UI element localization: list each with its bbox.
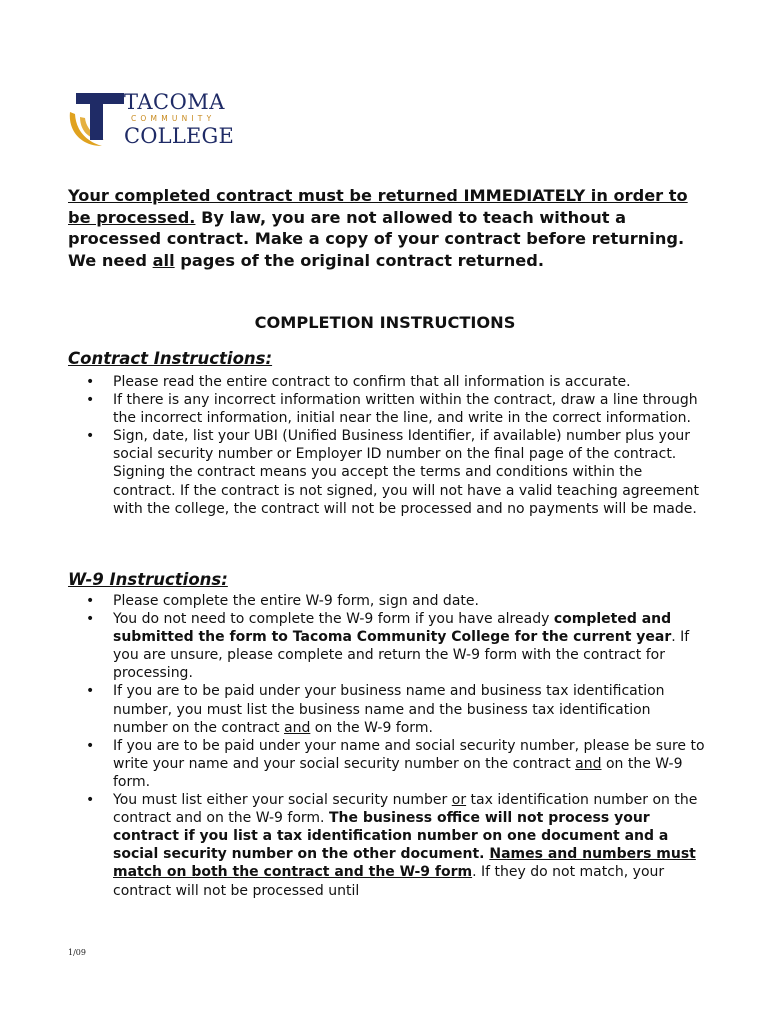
list-item-underlined: and [284, 719, 311, 736]
intro-paragraph [68, 185, 708, 271]
list-item-underlined: or [451, 792, 467, 809]
intro-all: all [152, 250, 175, 270]
w9-instructions-title: W-9 Instructions: [68, 570, 228, 589]
contract-instructions-title: Contract Instructions: [68, 349, 273, 368]
list-item-text: on the W-9 form. [310, 719, 433, 736]
list-item [86, 373, 706, 391]
logo-community: COMMUNITY [131, 114, 216, 123]
list-item-text: If you are to be paid under your business name and business tax identification number, you must list the business name and the business tax identification number on the contract [113, 683, 665, 736]
list-item-bold: completed and submitted the form to Tacoma Community College for the current year [113, 611, 672, 646]
list-item-underlined: and [575, 755, 602, 772]
list-item-text: You must list either your social security number [113, 792, 452, 809]
list-item-text: If there is any incorrect information written within the contract, draw a line through the incorrect information, initial near the line, and write in the correct information. [113, 392, 698, 427]
list-item-text: Sign, date, list your UBI (Unified Business Identifier, if available) number plus your social security number or Employer ID number on the final page of the contract. Signing the contract means you accept the terms and conditions within the contract. If the contract is not signed, you will not have a valid teaching agreement with the college, the contract will not be processed and no payments will be made. [113, 428, 699, 517]
intro-underlined: Your completed contract must be returned IMMEDIATELY in order to be processed. [68, 186, 688, 227]
list-item-text: on the W-9 form. [113, 755, 683, 790]
intro-text: By law, you are not allowed to teach without a processed contract. Make a copy of your contract before returning. We need [68, 207, 685, 270]
list-item-text: You do not need to complete the W-9 form if you have already [113, 611, 554, 628]
page-title: COMPLETION INSTRUCTIONS [254, 313, 516, 332]
list-item [86, 427, 706, 517]
contract-instructions-list [86, 373, 706, 518]
list-item-bold-underlined: Names and numbers must match on both the contract and the W-9 form [113, 846, 696, 881]
tcc-logo-icon [66, 90, 126, 152]
list-item [86, 592, 706, 610]
list-item [86, 391, 706, 427]
list-item-text: Please read the entire contract to confirm that all information is accurate. [113, 374, 631, 390]
list-item [86, 737, 706, 791]
logo-t-stem [90, 93, 103, 140]
list-item-text: . If you are unsure, please complete and return the W-9 form with the contract for processing. [113, 629, 690, 682]
list-item [86, 682, 706, 736]
list-item-text: If you are to be paid under your name and social security number, please be sure to write your name and your social security number on the contract [113, 737, 705, 772]
logo-tacoma: TACOMA [124, 90, 225, 114]
list-item-text: tax identification number on the contract and on the W-9 form. [113, 792, 698, 827]
list-item-text: Please complete the entire W-9 form, sign and date. [113, 593, 479, 609]
list-item [86, 791, 706, 900]
intro-end: pages of the original contract returned. [174, 250, 545, 270]
list-item-bold: The business office will not process your contract if you list a tax identification number on one document and a social security number on the other document. [113, 810, 669, 863]
logo-college: COLLEGE [124, 124, 235, 148]
list-item [86, 610, 706, 682]
list-item-text: . If they do not match, your contract will not be processed until [113, 864, 665, 899]
footer-date: 1/09 [68, 948, 86, 957]
w9-instructions-list [86, 592, 706, 900]
college-logo [66, 90, 241, 152]
